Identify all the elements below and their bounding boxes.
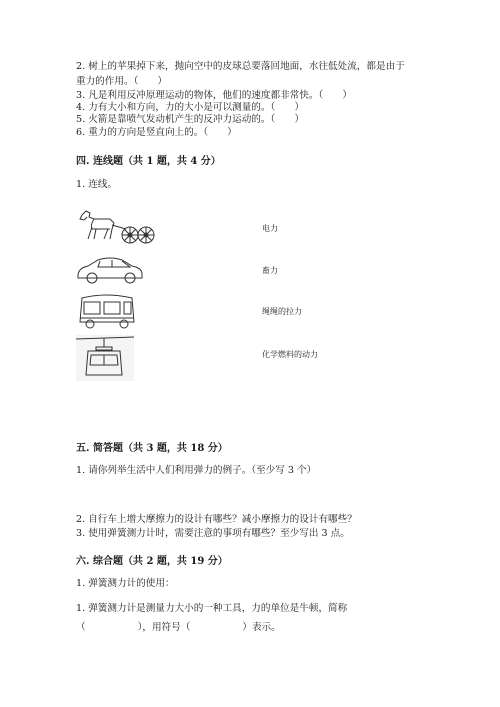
match-label-rope-pull: 绳绳的拉力 <box>262 307 302 316</box>
question-5: 5. 火箭是靠喷气发动机产生的反冲力运动的。（ ） <box>76 114 305 125</box>
tram-icon <box>76 292 138 330</box>
section-5-question-2: 2. 自行车上增大摩擦力的设计有哪些？减小摩擦力的设计有哪些？ <box>76 514 357 525</box>
blank-open-paren: （ <box>76 622 86 633</box>
blank-middle-text: ），用符号（ <box>137 622 191 633</box>
blank-end-text: ）表示。 <box>242 622 281 633</box>
car-icon <box>76 252 146 286</box>
question-3: 3. 凡是利用反冲原理运动的物体，他们的速度都非常快。（ ） <box>76 90 353 101</box>
section-6-subquestion-1-line-1: 1. 弹簧测力计是测量力大小的一种工具，力的单位是牛顿，简称 <box>76 603 348 614</box>
section-4-heading: 四. 连线题（共 1 题，共 4 分） <box>76 156 221 167</box>
question-2-line-2: 重力的作用。（ ） <box>76 76 168 87</box>
question-2-line-1: 2. 树上的苹果掉下来，抛向空中的皮球总要落回地面，水往低处流，都是由于 <box>76 61 405 72</box>
match-label-animal-power: 畜力 <box>262 266 278 275</box>
question-4: 4. 力有大小和方向，力的大小是可以测量的。（ ） <box>76 102 305 113</box>
section-5-question-3: 3. 使用弹簧测力计时，需要注意的事项有哪些？至少写出 3 点。 <box>76 528 350 539</box>
match-label-chemical-fuel: 化学燃料的动力 <box>262 350 318 359</box>
section-6-subquestion-1-line-2 <box>76 621 281 634</box>
section-4-question-1: 1. 连线。 <box>76 179 117 190</box>
section-5-heading: 五. 简答题（共 3 题，共 18 分） <box>76 443 228 454</box>
section-6-heading: 六. 综合题（共 2 题，共 19 分） <box>76 556 228 567</box>
section-6-question-1: 1. 弹簧测力计的使用： <box>76 578 175 589</box>
horse-carriage-icon <box>76 205 156 251</box>
match-label-electric-power: 电力 <box>262 224 278 233</box>
cable-car-icon <box>76 335 134 381</box>
section-5-question-1: 1. 请你列举生活中人们利用弹力的例子。（至少写 3 个） <box>76 465 317 476</box>
question-6: 6. 重力的方向是竖直向上的。（ ） <box>76 127 237 138</box>
